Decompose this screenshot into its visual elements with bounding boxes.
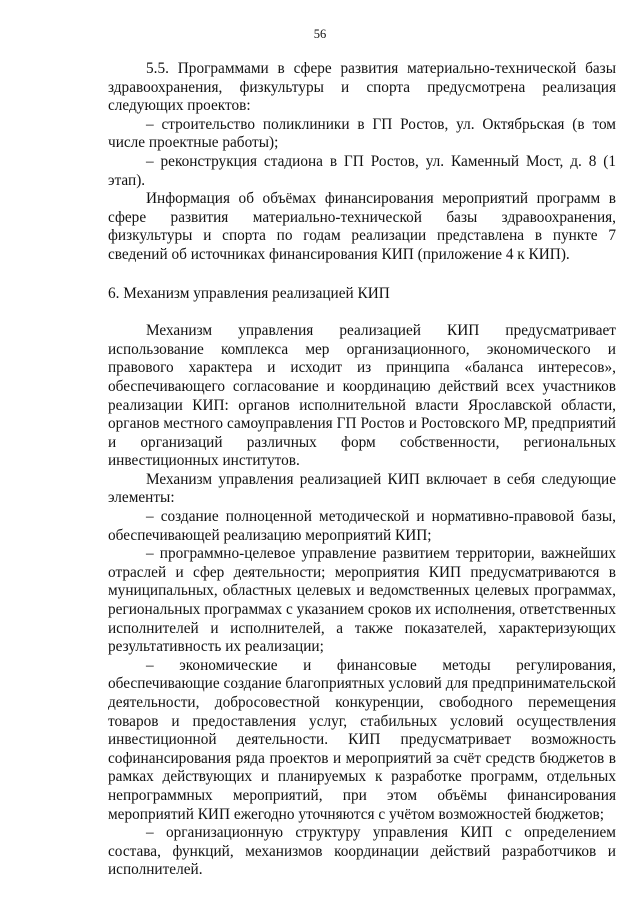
list-item-stadium: – реконструкция стадиона в ГП Ростов, ул. Каменный Мост, д. 8 (1 этап). xyxy=(108,152,616,189)
list-item-organizational-structure: – организационную структуру управления КИП с определением состава, функций, механизмов координации действий разработчиков и исполнителей. xyxy=(108,824,616,879)
paragraph-elements-intro: Механизм управления реализацией КИП включает в себя следующие элементы: xyxy=(108,470,616,507)
paragraph-financing-info: Информация об объёмах финансирования мероприятий программ в сфере развития материально-технической базы здравоохранения, физкультуры и спорта по годам реализации представлена в пункте 7 сведений об источниках финансирования КИП (приложение 4 к КИП). xyxy=(108,190,616,263)
list-item-polyclinic: – строительство поликлиники в ГП Ростов, ул. Октябрьская (в том числе проектные работы); xyxy=(108,115,616,152)
page-number: 56 xyxy=(313,27,327,41)
list-item-economic-methods: – экономические и финансовые методы регулирования, обеспечивающие создание благоприятных условий для предпринимательской деятельности, добросовестной конкуренции, свободного перемещения товаров и предоставления услуг, стабильных условий осуществления инвестиционной деятельности. КИП предусматривает возможность софинансирования ряда проектов и мероприятий за счёт средств бюджетов в рамках действующих и планируемых к разработке программ, отдельных непрограммных мероприятий, при этом объёмы финансирования мероприятий КИП ежегодно уточняются с учётом возможностей бюджетов; xyxy=(108,656,616,823)
section-heading: 6. Механизм управления реализацией КИП xyxy=(108,284,390,302)
list-item-methodical-base: – создание полноценной методической и нормативно-правовой базы, обеспечивающей реализацию мероприятий КИП; xyxy=(108,508,616,544)
paragraph-5-5-intro: 5.5. Программами в сфере развития материально-технической базы здравоохранения, физкультуры и спорта предусмотрена реализация следующих проектов: xyxy=(108,60,616,115)
paragraph-mechanism: Механизм управления реализацией КИП предусматривает использование комплекса мер организационного, экономического и правового характера и исходит из принципа «баланса интересов», обеспечивающего согласование и координацию действий всех участников реализации КИП: органов исполнительной власти Ярославской области, органов местного самоуправления ГП Ростов и Ростовского МР, предприятий и организаций различных форм собственности, региональных инвестиционных институтов. xyxy=(108,322,616,470)
document-body xyxy=(108,60,616,880)
list-item-program-management: – программно-целевое управление развитием территории, важнейших отраслей и сфер деятельности; мероприятия КИП предусматриваются в муниципальных, областных целевых и ведомственных целевых программах, региональных программах с указанием сроков их исполнения, ответственных исполнителей и исполнителей, а также показателей, характеризующих результативность их реализации; xyxy=(108,545,616,656)
